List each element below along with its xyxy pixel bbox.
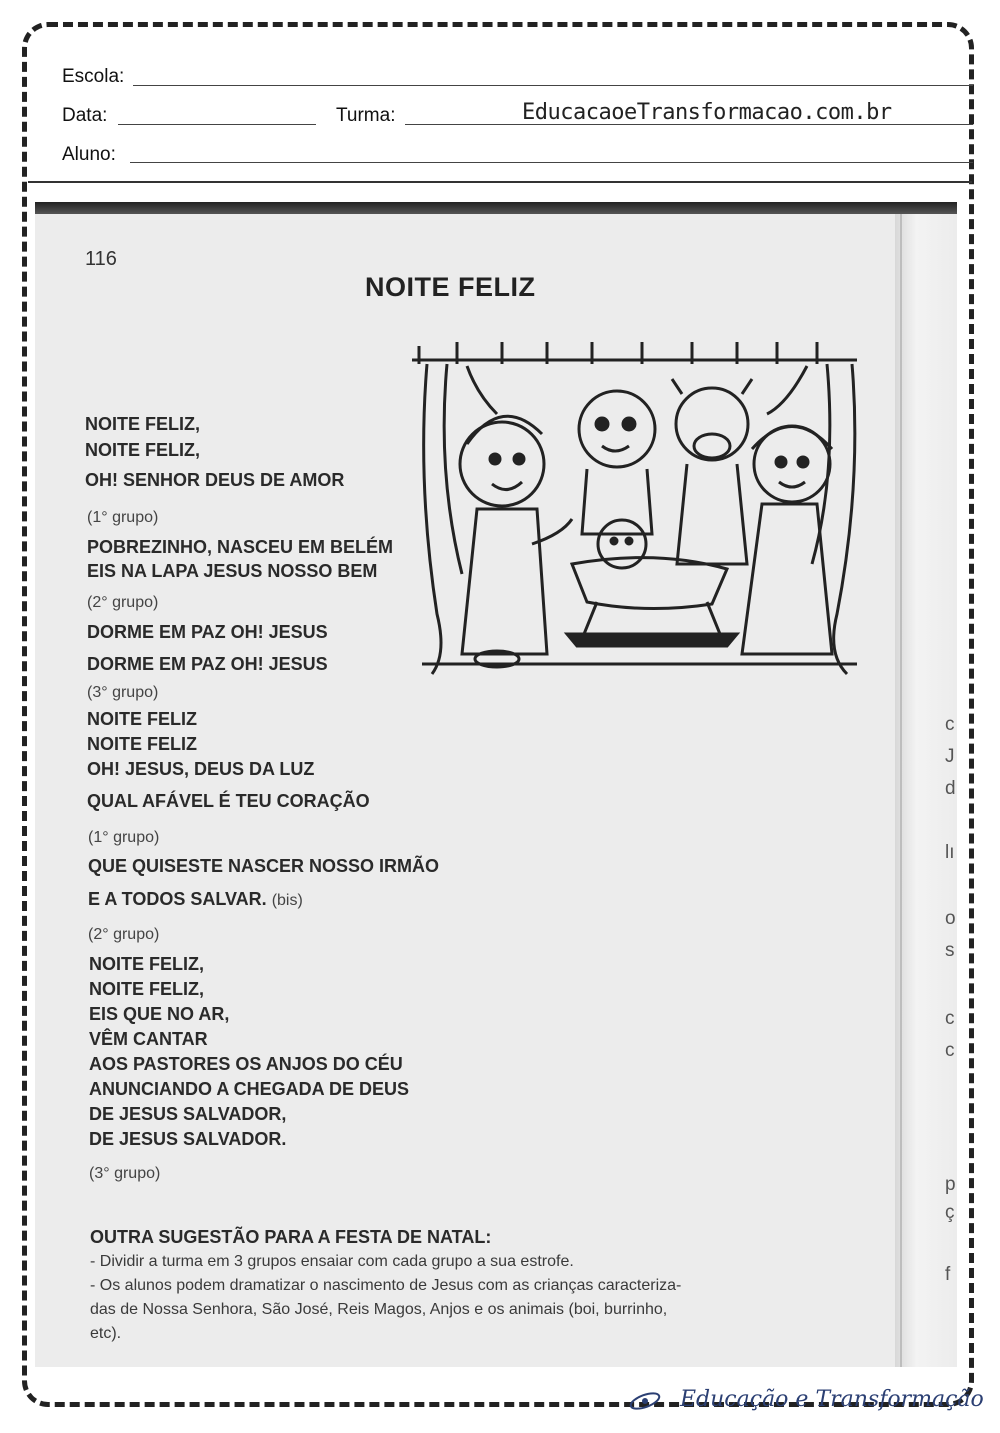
lyric-line: QUAL AFÁVEL É TEU CORAÇÃO xyxy=(87,791,370,811)
lyric-line: NOITE FELIZ xyxy=(87,709,197,729)
facing-page-letter: d xyxy=(945,778,956,799)
lyric-line: NOITE FELIZ xyxy=(87,734,197,754)
data-field[interactable] xyxy=(118,124,316,125)
lyric-line: OH! SENHOR DEUS DE AMOR xyxy=(85,470,345,490)
suggestion-item: - Dividir a turma em 3 grupos ensaiar com cada grupo a sua estrofe. xyxy=(90,1253,574,1270)
song-title: NOITE FELIZ xyxy=(365,272,536,302)
website-url: EducacaoeTransformacao.com.br xyxy=(522,100,892,125)
lyric-line: NOITE FELIZ, xyxy=(85,414,200,434)
facing-page-letter: J xyxy=(945,746,955,767)
orbit-logo-icon xyxy=(628,1388,662,1412)
lyric-line: EIS QUE NO AR, xyxy=(89,1004,230,1024)
suggestion-item: das de Nossa Senhora, São José, Reis Magos, Anjos e os animais (boi, burrinho, xyxy=(90,1301,668,1318)
aluno-label: Aluno: xyxy=(62,144,116,165)
lyric-line: ANUNCIANDO A CHEGADA DE DEUS xyxy=(89,1079,410,1099)
gutter-line xyxy=(900,214,902,1367)
lyric-line: NOITE FELIZ, xyxy=(89,954,204,974)
group-label: (3° grupo) xyxy=(87,684,159,701)
facing-page-letter: c xyxy=(945,1040,955,1061)
lyric-line: NOITE FELIZ, xyxy=(85,440,200,460)
lyric-text: E A TODOS SALVAR. xyxy=(88,889,267,909)
group-label: (3° grupo) xyxy=(89,1165,161,1182)
data-label: Data: xyxy=(62,105,108,126)
lyric-line xyxy=(88,889,303,910)
group-label: (1° grupo) xyxy=(88,829,160,846)
lyric-line: DORME EM PAZ OH! JESUS xyxy=(87,654,328,674)
facing-page-letter: lı xyxy=(945,842,955,863)
scanned-book-page xyxy=(35,202,957,1367)
facing-page-letter: f xyxy=(945,1264,951,1285)
footer-brand: Educação e Transformação xyxy=(680,1387,984,1412)
lyric-line: VÊM CANTAR xyxy=(89,1029,208,1049)
lyric-line: QUE QUISESTE NASCER NOSSO IRMÃO xyxy=(88,856,440,876)
facing-page-letter: c xyxy=(945,1008,955,1029)
lyric-line: DORME EM PAZ OH! JESUS xyxy=(87,622,328,642)
facing-page-letter: s xyxy=(945,940,955,961)
lyric-line: NOITE FELIZ, xyxy=(89,979,204,999)
facing-page-letter: o xyxy=(945,908,956,929)
aluno-field[interactable] xyxy=(130,162,973,163)
escola-field[interactable] xyxy=(133,85,973,86)
lyric-line: EIS NA LAPA JESUS NOSSO BEM xyxy=(87,561,378,581)
group-label: (2° grupo) xyxy=(87,594,159,611)
lyric-line: DE JESUS SALVADOR. xyxy=(89,1129,287,1149)
scan-top-shadow xyxy=(35,202,957,214)
escola-label: Escola: xyxy=(62,66,125,87)
group-label: (1° grupo) xyxy=(87,509,159,526)
nativity-scene-illustration xyxy=(407,334,862,689)
bis-marker: (bis) xyxy=(271,892,303,909)
lyric-line: DE JESUS SALVADOR, xyxy=(89,1104,287,1124)
page-number: 116 xyxy=(85,248,117,270)
suggestion-item: - Os alunos podem dramatizar o nascimento de Jesus com as crianças caracteriza- xyxy=(90,1277,682,1294)
lyric-line: POBREZINHO, NASCEU EM BELÉM xyxy=(87,537,394,557)
turma-label: Turma: xyxy=(336,105,396,126)
group-label: (2° grupo) xyxy=(88,926,160,943)
facing-page-letter: c xyxy=(945,714,955,735)
facing-page-letter: ç xyxy=(945,1202,955,1223)
suggestion-heading: OUTRA SUGESTÃO PARA A FESTA DE NATAL: xyxy=(90,1227,492,1247)
header-separator xyxy=(28,181,972,183)
facing-page-letter: p xyxy=(945,1174,956,1195)
lyric-line: AOS PASTORES OS ANJOS DO CÉU xyxy=(89,1054,403,1074)
lyric-line: OH! JESUS, DEUS DA LUZ xyxy=(87,759,315,779)
suggestion-item: etc). xyxy=(90,1325,122,1342)
